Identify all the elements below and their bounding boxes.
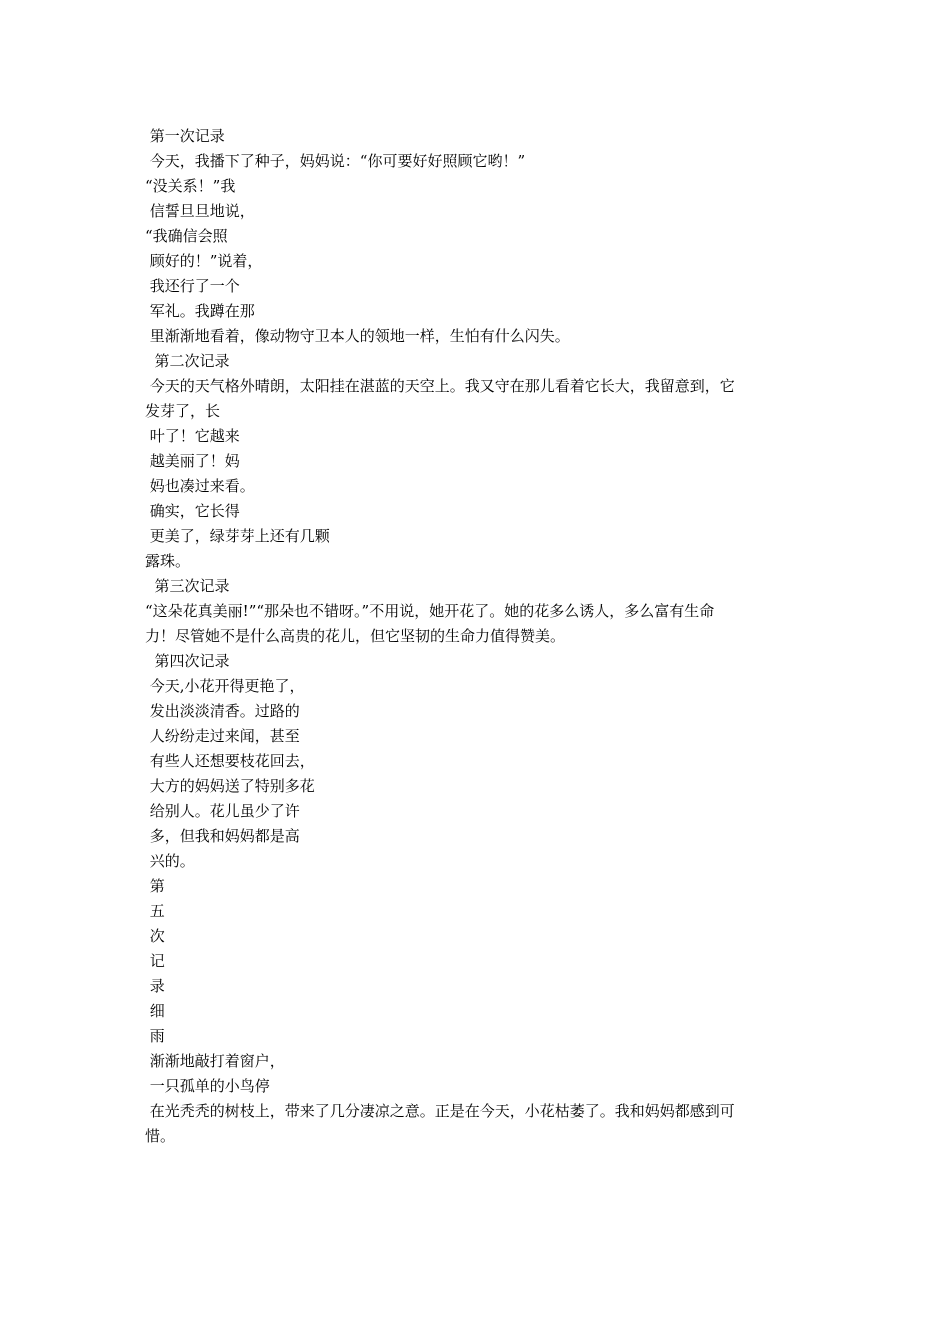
text-line: 信誓旦旦地说， — [145, 202, 255, 220]
text-line: 第一次记录 — [145, 127, 225, 145]
text-line: 里渐渐地看着，像动物守卫本人的领地一样，生怕有什么闪失。 — [145, 327, 570, 345]
text-line: 力！尽管她不是什么高贵的花儿，但它坚韧的生命力值得赞美。 — [145, 627, 566, 645]
text-line: 妈也凑过来看。 — [145, 477, 255, 495]
diary-text-block — [145, 124, 815, 1149]
text-line: 惜。 — [145, 1127, 176, 1145]
text-line: 顾好的！”说着， — [145, 252, 263, 270]
text-line: 今天,小花开得更艳了， — [145, 677, 305, 695]
text-line: 雨 — [145, 1027, 165, 1045]
text-line: 兴的。 — [145, 852, 195, 870]
text-line: 更美了，绿芽芽上还有几颗 — [145, 527, 330, 545]
text-line: 次 — [145, 927, 165, 945]
text-line: 军礼。我蹲在那 — [145, 302, 255, 320]
text-line: “我确信会照 — [145, 227, 228, 245]
text-line: 多，但我和妈妈都是高 — [145, 827, 300, 845]
text-line: 第二次记录 — [145, 352, 230, 370]
text-line: 第 — [145, 877, 165, 895]
text-line: 给别人。花儿虽少了许 — [145, 802, 300, 820]
text-line: 确实，它长得 — [145, 502, 240, 520]
text-line: 大方的妈妈送了特别多花 — [145, 777, 315, 795]
text-line: 人纷纷走过来闻，甚至 — [145, 727, 300, 745]
text-line: 露珠。 — [145, 552, 191, 570]
text-line: 有些人还想要枝花回去， — [145, 752, 315, 770]
text-line: “没关系！”我 — [145, 177, 236, 195]
text-line: 发芽了，长 — [145, 402, 221, 420]
text-line: 录 — [145, 977, 165, 995]
text-line: 细 — [145, 1002, 165, 1020]
text-line: 发出淡淡清香。过路的 — [145, 702, 300, 720]
text-line: 一只孤单的小鸟停 — [145, 1077, 270, 1095]
text-line: 叶了！它越来 — [145, 427, 240, 445]
text-line: 第三次记录 — [145, 577, 230, 595]
text-line: 渐渐地敲打着窗户， — [145, 1052, 285, 1070]
text-line: 五 — [145, 902, 165, 920]
text-line: 第四次记录 — [145, 652, 230, 670]
text-line: 记 — [145, 952, 165, 970]
text-line: 今天的天气格外晴朗，太阳挂在湛蓝的天空上。我又守在那儿看着它长大，我留意到，它 — [145, 377, 735, 395]
text-line: “这朵花真美丽!”“那朵也不错呀。”不用说，她开花了。她的花多么诱人，多么富有生命 — [145, 602, 715, 620]
text-line: 我还行了一个 — [145, 277, 240, 295]
text-line: 在光秃秃的树枝上，带来了几分凄凉之意。正是在今天，小花枯萎了。我和妈妈都感到可 — [145, 1102, 735, 1120]
text-line: 今天，我播下了种子，妈妈说：“你可要好好照顾它哟！” — [145, 152, 526, 170]
text-line: 越美丽了！妈 — [145, 452, 240, 470]
